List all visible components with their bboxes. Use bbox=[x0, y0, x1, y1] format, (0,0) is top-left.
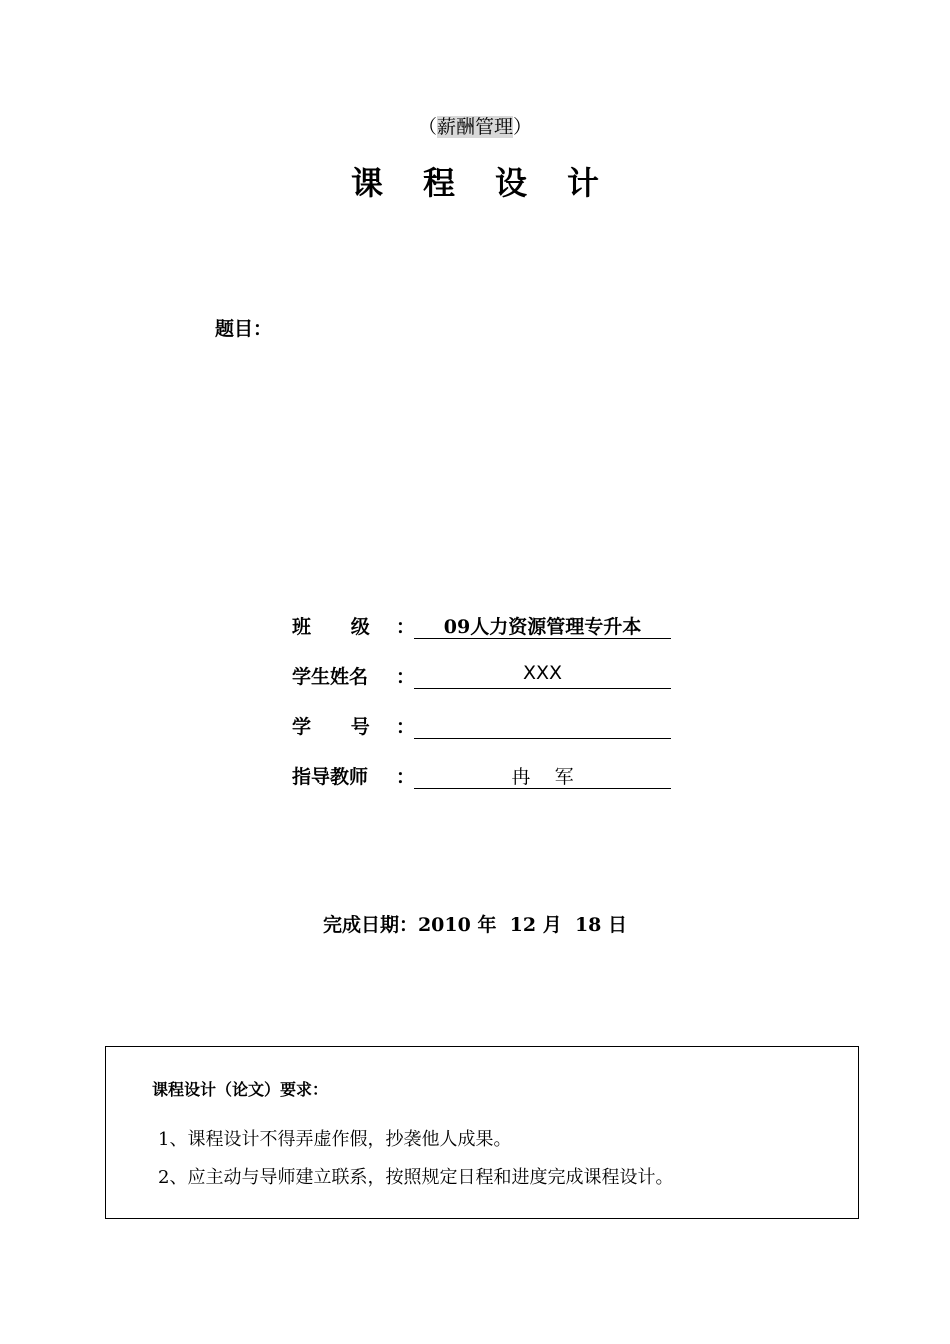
requirements-title: 课程设计（论文）要求： bbox=[152, 1080, 329, 1099]
subject-close-paren: ） bbox=[513, 116, 533, 138]
student-id-row bbox=[292, 712, 682, 742]
page-title: 课程设计 bbox=[350, 164, 639, 202]
completion-date: 完成日期：2010 年 12 月 18 日 bbox=[322, 914, 628, 936]
class-value: 09人力资源管理专升本 bbox=[443, 616, 642, 638]
student-name-row bbox=[292, 662, 682, 692]
student-name-colon: ： bbox=[396, 666, 416, 688]
advisor-colon: ： bbox=[396, 766, 416, 788]
class-label: 班 级 bbox=[292, 616, 370, 638]
advisor-field bbox=[414, 762, 671, 789]
student-id-label: 学 号 bbox=[292, 716, 370, 738]
student-name-value: XXX bbox=[522, 662, 563, 684]
student-name-field bbox=[414, 662, 671, 689]
course-subject bbox=[0, 112, 950, 139]
requirement-item: 2、应主动与导师建立联系，按照规定日程和进度完成课程设计。 bbox=[158, 1167, 674, 1188]
advisor-row bbox=[292, 762, 682, 792]
class-colon: ： bbox=[396, 616, 416, 638]
student-id-colon: ： bbox=[396, 716, 416, 738]
subject-open-paren: （ bbox=[417, 116, 437, 138]
advisor-label: 指导教师 bbox=[292, 766, 369, 788]
student-id-field bbox=[414, 712, 671, 739]
class-row bbox=[292, 612, 682, 642]
requirements-box bbox=[105, 1046, 859, 1219]
student-name-label: 学生姓名 bbox=[292, 666, 369, 688]
topic-label: 题目： bbox=[215, 318, 273, 340]
advisor-value: 冉 军 bbox=[511, 766, 574, 788]
class-field bbox=[414, 612, 671, 639]
requirement-item: 1、课程设计不得弄虚作假，抄袭他人成果。 bbox=[158, 1129, 512, 1150]
subject-name: 薪酬管理 bbox=[436, 116, 513, 138]
